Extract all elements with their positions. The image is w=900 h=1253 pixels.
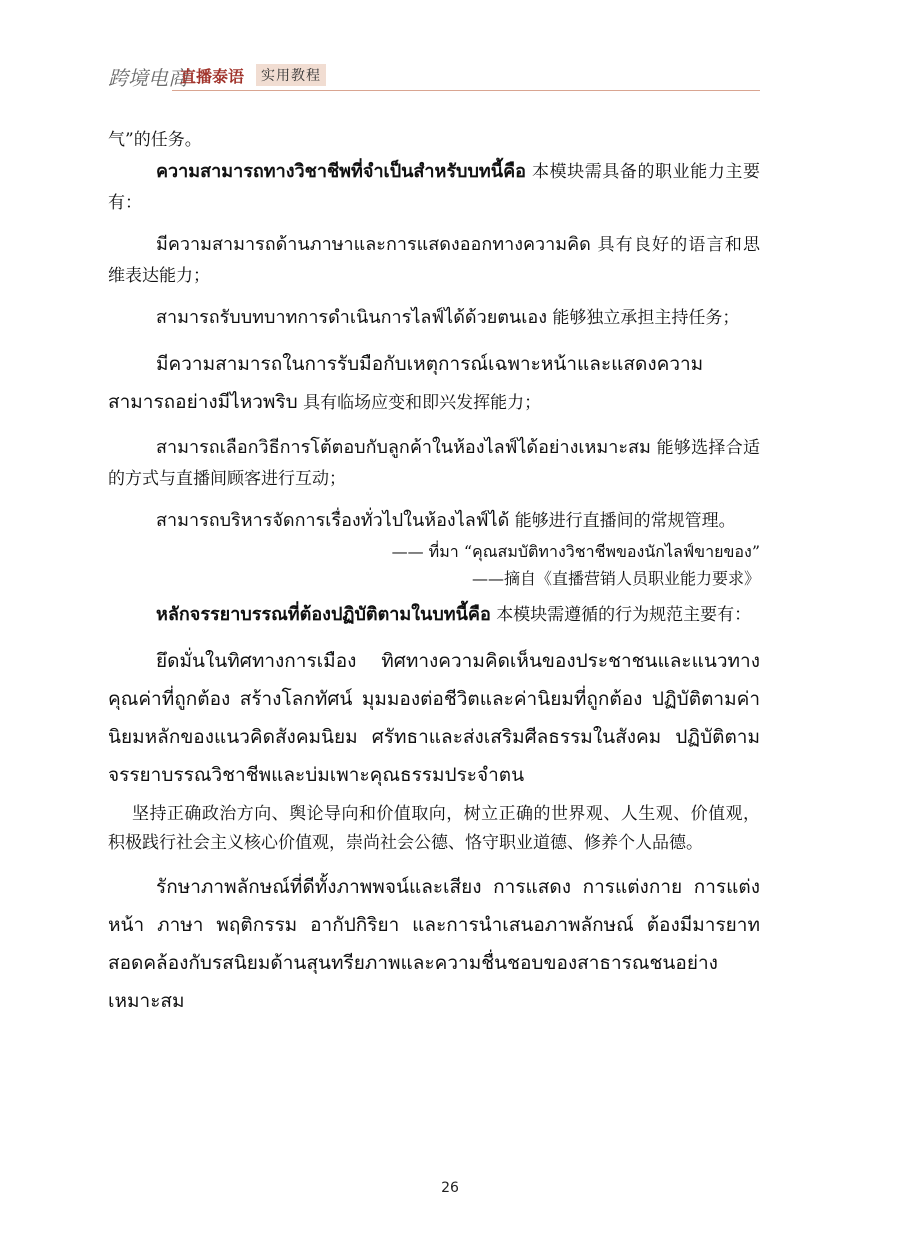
code-of-conduct-heading-cn: 本模块需遵循的行为规范主要有： [496, 605, 752, 625]
code-of-conduct-intro [108, 598, 760, 632]
ability-item-th: สามารถบริหารจัดการเรื่องทั่วไปในห้องไลฟ์ได้ [156, 510, 510, 531]
header-subtitle: 实用教程 [256, 64, 326, 86]
ability-item-host [108, 301, 760, 335]
header-rule [172, 90, 760, 91]
source-citation-cn: ——摘自《直播营销人员职业能力要求》 [471, 569, 760, 588]
ability-item-language [108, 228, 760, 291]
code-of-conduct-heading: หลักจรรยาบรรณที่ต้องปฏิบัติตามในบทนี้คือ [156, 604, 491, 625]
page-number: 26 [441, 1180, 459, 1196]
ability-item-interact [108, 431, 760, 494]
source-citation-th: —— ที่มา “คุณสมบัติทางวิชาชีพของนักไลฟ์ขายของ” [391, 542, 760, 561]
ability-item-cn: 具有良好的语言和思维表达能力； [108, 235, 761, 286]
ability-item-th: สามารถรับบทบาทการดำเนินการไลฟ์ได้ด้วยตนเอง [156, 307, 547, 328]
ability-item-th: มีความสามารถในการรับมือกับเหตุการณ์เฉพาะหน้าและแสดงความสามารถอย่างมีไหวพริบ [108, 353, 704, 413]
ability-item-cn: 具有临场应变和即兴发挥能力； [303, 393, 542, 413]
conduct-paragraph-cn: 坚持正确政治方向、舆论导向和价值取向，树立正确的世界观、人生观、价值观，积极践行社会主义核心价值观，崇尚社会公德、恪守职业道德、修养个人品德。 [108, 804, 760, 853]
ability-item-improvise [108, 345, 760, 421]
ability-item-cn: 能够进行直播间的常规管理。 [514, 511, 736, 531]
header-book-title: 直播泰语 [180, 67, 245, 86]
page-body [108, 126, 760, 1020]
ability-item-manage [108, 504, 760, 538]
ability-item-th: มีความสามารถด้านภาษาและการแสดงออกทางความคิด [156, 234, 591, 255]
conduct-paragraph-th-1: ยึดมั่นในทิศทางการเมือง ทิศทางความคิดเห็นของประชาชนและแนวทางคุณค่าที่ถูกต้อง สร้างโลกทัศน์ มุมมองต่อชีวิตและค่านิยมที่ถูกต้อง ปฏิบัติตามค่านิยมหลักของแนวคิดสังคมนิยม ศรัทธาและส่งเสริมศีลธรรมในสังคม ปฏิบัติตามจรรยาบรรณวิชาชีพและบ่มเพาะคุณธรรมประจำตน [108, 650, 760, 786]
professional-ability-heading-cn: 本模块需具备的职业能力主要有： [108, 162, 761, 213]
conduct-paragraph-th-2: รักษาภาพลักษณ์ที่ดีทั้งภาพพจน์และเสียง การแสดง การแต่งกาย การแต่งหน้า ภาษา พฤติกรรม อากัปกิริยา และการนำเสนอภาพลักษณ์ ต้องมีมารยาทสอดคล้องกับรสนิยมด้านสุนทรียภาพและความชื่นชอบของสาธารณชนอย่างเหมาะสม [108, 876, 760, 1012]
ability-item-cn: 能够选择合适的方式与直播间顾客进行互动； [108, 438, 761, 489]
header-series-title: 跨境电商 [108, 66, 188, 90]
professional-ability-heading: ความสามารถทางวิชาชีพที่จำเป็นสำหรับบทนี้คือ [156, 161, 526, 182]
paragraph-continuation [108, 126, 760, 155]
ability-item-th: สามารถเลือกวิธีการโต้ตอบกับลูกค้าในห้องไลฟ์ได้อย่างเหมาะสม [156, 437, 651, 458]
ability-item-cn: 能够独立承担主持任务； [552, 308, 740, 328]
running-header [108, 56, 760, 92]
professional-ability-intro [108, 155, 760, 218]
paragraph-text: 气”的任务。 [108, 130, 202, 150]
